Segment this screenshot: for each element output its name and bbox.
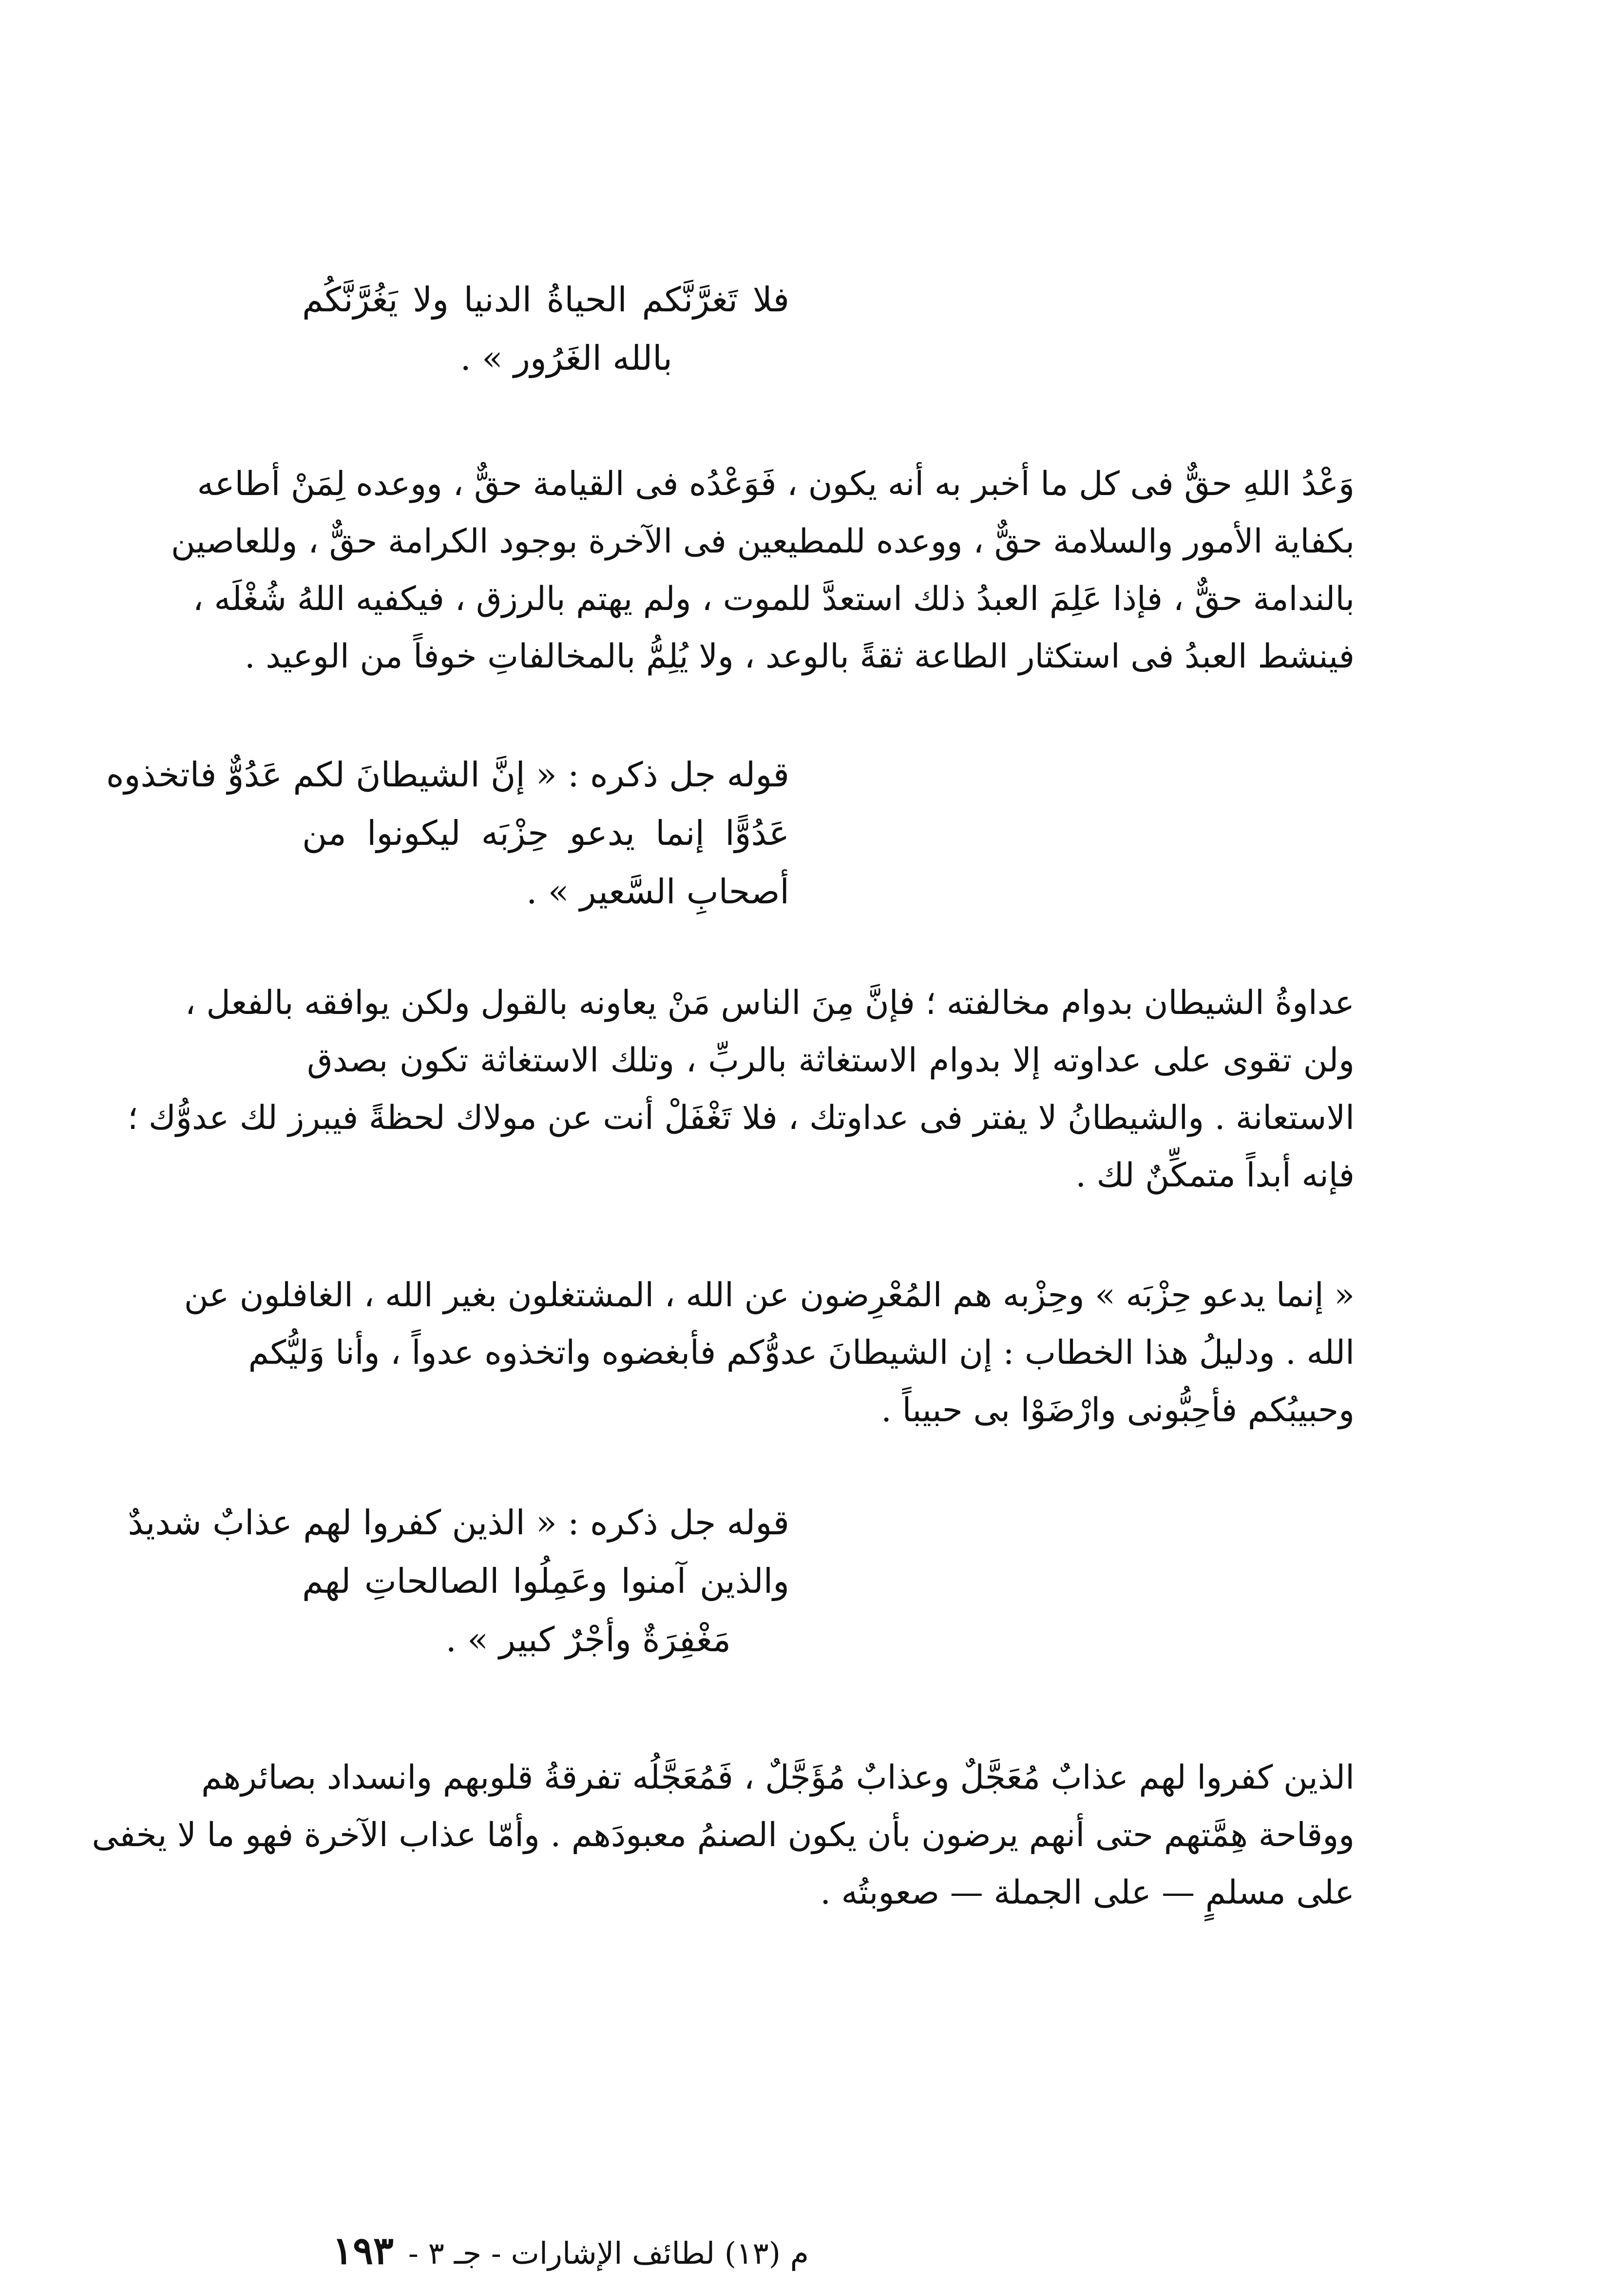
verse-line: بالله الغَرُور » . xyxy=(460,338,672,378)
verse-line: قوله جل ذكره : « الذين كفروا لهم عذابٌ شديدٌ xyxy=(128,1503,789,1543)
paragraph-line: فإنه أبداً متمكِّنٌ لك . xyxy=(1075,1156,1355,1195)
verse-line: مَغْفِرَةٌ وأجْرٌ كبير » . xyxy=(445,1620,731,1660)
commentary-paragraph xyxy=(127,974,1355,1204)
quoted-verse xyxy=(128,1493,789,1669)
verse-line: فلا تَغرَّنَّكم الحياةُ الدنيا ولا يَغُرَّنَّكُم xyxy=(302,280,789,320)
paragraph-line: وحبيبُكم فأحِبُّونى وارْضَوْا بى حبيباً . xyxy=(881,1391,1355,1430)
paragraph-line: فينشط العبدُ فى استكثار الطاعة ثقةً بالوعد ، ولا يُلِمُّ بالمخالفاتِ خوفاً من الوعيد . xyxy=(245,637,1355,676)
paragraph-line: بالندامة حقٌّ ، فإذا عَلِمَ العبدُ ذلك استعدَّ للموت ، ولم يهتم بالرزق ، فيكفيه اللهُ شُغْلَه ، xyxy=(192,580,1355,618)
page-number: ١٩٣ xyxy=(332,2229,394,2273)
paragraph-line: الذين كفروا لهم عذابٌ مُعَجَّلٌ وعذابٌ مُؤَجَّلٌ ، فَمُعَجَّلُه تفرقةُ قلوبهم وانسداد بصائرهم xyxy=(201,1758,1355,1797)
paragraph-line: وَعْدُ اللهِ حقٌّ فى كل ما أخبر به أنه يكون ، فَوَعْدُه فى القيامة حقٌّ ، ووعده لِمَنْ أطاعه xyxy=(197,465,1355,503)
page-footer xyxy=(273,2229,809,2275)
commentary-paragraph xyxy=(171,456,1355,686)
paragraph-line: على مسلمٍ — على الجملة — صعوبتُه . xyxy=(820,1873,1355,1912)
paragraph-line: الله . ودليلُ هذا الخطاب : إن الشيطانَ عدوُّكم فأبغضوه واتخذوه عدواً ، وأنا وَليُّكم xyxy=(248,1334,1355,1372)
verse-line: أصحابِ السَّعير » . xyxy=(526,872,789,912)
quoted-verse xyxy=(106,745,789,921)
paragraph-line: ووقاحة هِمَّتهم حتى أنهم يرضون بأن يكون الصنمُ معبودَهم . وأمّا عذاب الآخرة فهو ما لا يخفى xyxy=(92,1816,1355,1854)
commentary-paragraph xyxy=(92,1749,1355,1922)
verse-line: قوله جل ذكره : « إنَّ الشيطانَ لكم عَدُوٌّ فاتخذوه xyxy=(106,755,789,795)
paragraph-line: عداوةُ الشيطان بدوام مخالفته ؛ فإنَّ مِنَ الناس مَنْ يعاونه بالقول ولكن يوافقه بالفعل ، xyxy=(185,984,1355,1022)
paragraph-line: الاستعانة . والشيطانُ لا يفتر فى عداوتك ، فلا تَغْفَلْ أنت عن مولاك لحظةً فيبرز لك عدوُّك ؛ xyxy=(127,1099,1355,1137)
commentary-paragraph xyxy=(184,1267,1355,1439)
paragraph-line: بكفاية الأمور والسلامة حقٌّ ، ووعده للمطيعين فى الآخرة بوجود الكرامة حقٌّ ، وللعاصين xyxy=(171,522,1355,561)
paragraph-line: ولن تقوى على عداوته إلا بدوام الاستغاثة بالربِّ ، وتلك الاستغاثة تكون بصدق xyxy=(307,1041,1355,1080)
verse-line: عَدُوًّا إنما يدعو حِزْبَه ليكونوا من xyxy=(302,813,789,853)
quoted-verse xyxy=(302,270,789,387)
paragraph-line: « إنما يدعو حِزْبَه » وحِزْبه هم المُعْرِضون عن الله ، المشتغلون بغير الله ، الغافلون عن xyxy=(184,1276,1355,1315)
verse-line: والذين آمنوا وعَمِلُوا الصالحاتِ لهم xyxy=(302,1561,789,1601)
printer-signature: م (١٣) لطائف الإشارات - جـ ٣ - xyxy=(408,2235,809,2271)
